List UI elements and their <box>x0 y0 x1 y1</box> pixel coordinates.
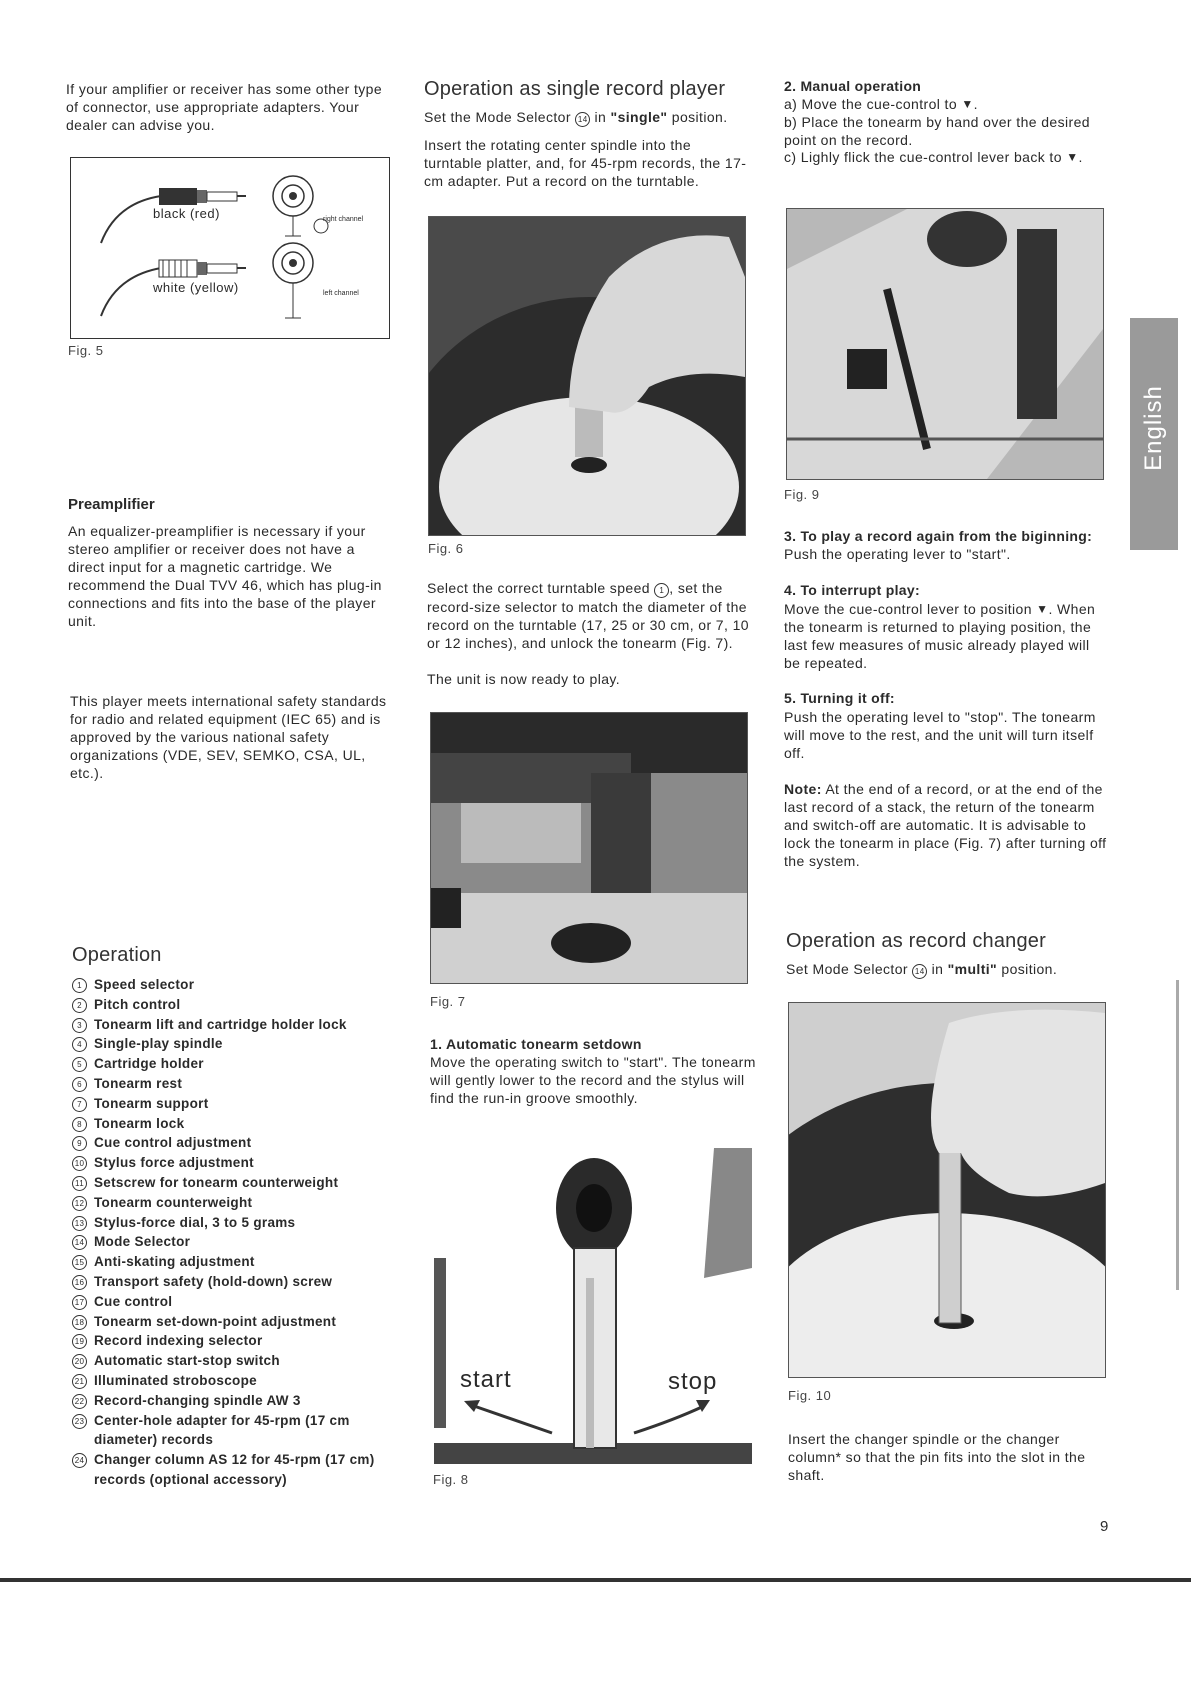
part-number: 23 <box>72 1414 87 1429</box>
operation-list-item <box>72 995 392 1015</box>
screwdriver-adjustment-photo <box>787 209 1103 479</box>
part-number: 8 <box>72 1117 87 1132</box>
part-number: 3 <box>72 1018 87 1033</box>
part-number: 24 <box>72 1453 87 1468</box>
multi-mode-paragraph: Set Mode Selector 14 in "multi" position. <box>786 961 1058 977</box>
part-label: Center-hole adapter for 45-rpm (17 cm diameter) records <box>94 1412 350 1448</box>
mode-selector-number: 14 <box>575 112 590 127</box>
part-label: Tonearm lock <box>94 1115 185 1131</box>
safety-paragraph: This player meets international safety standards for radio and related equipment (IEC 65) and is approved by the various national safety organizations (VDE, SEV, SEMKO, CSA, UL, etc.). <box>70 693 387 781</box>
part-label: Stylus force adjustment <box>94 1155 254 1171</box>
tonearm-lock-photo <box>431 713 747 983</box>
operation-list-item <box>72 1450 392 1490</box>
operation-list-item <box>72 1411 392 1451</box>
start-stop-switch-drawing <box>434 1148 752 1464</box>
interrupt-paragraph: Move the cue-control lever to position ▼. When the tonearm is returned to playing position, the last few measures of music already played will be repeated. <box>784 601 1096 671</box>
part-number: 13 <box>72 1216 87 1231</box>
part-label: Setscrew for tonearm counterweight <box>94 1174 339 1190</box>
manual-step-b: b) Place the tonearm by hand over the desired point on the record. <box>784 114 1090 148</box>
operation-list-item <box>72 1292 392 1312</box>
adapters-paragraph: If your amplifier or receiver has some other type of connector, use appropriate adapters. Your dealer can advise you. <box>66 81 383 133</box>
part-number: 1 <box>72 978 87 993</box>
automatic-setdown-paragraph: Move the operating switch to "start". The tonearm will gently lower to the record and the stylus will find the run-in groove smoothly. <box>430 1054 756 1106</box>
operation-list-item <box>72 1312 392 1332</box>
multi-mode-value: "multi" <box>947 961 998 977</box>
operation-list-item <box>72 1015 392 1035</box>
manual-operation-heading: 2. Manual operation <box>784 78 922 94</box>
changer-spindle-photo <box>789 1003 1105 1377</box>
part-label: Single-play spindle <box>94 1036 223 1052</box>
turn-off-heading: 5. Turning it off: <box>784 690 895 706</box>
operation-list-item <box>72 1153 392 1173</box>
part-label: Automatic start-stop switch <box>94 1353 280 1369</box>
left-channel-label: left channel <box>323 290 359 297</box>
page-edge-mark <box>1176 980 1179 1290</box>
part-label: Cue control adjustment <box>94 1135 252 1151</box>
part-number: 4 <box>72 1037 87 1052</box>
part-number: 21 <box>72 1374 87 1389</box>
operation-list-item <box>72 1193 392 1213</box>
single-player-heading: Operation as single record player <box>424 78 726 100</box>
part-number: 5 <box>72 1057 87 1072</box>
part-number: 22 <box>72 1394 87 1409</box>
fig5-connector-diagram <box>70 157 390 339</box>
part-number: 20 <box>72 1354 87 1369</box>
part-label: Tonearm rest <box>94 1075 183 1091</box>
operation-list-item <box>72 1232 392 1252</box>
operation-list-item <box>72 1391 392 1411</box>
part-label: Pitch control <box>94 996 181 1012</box>
turn-off-paragraph: Push the operating level to "stop". The tonearm will move to the rest, and the unit will turn itself off. <box>784 709 1096 761</box>
mode-selector-number: 14 <box>912 964 927 979</box>
fig6-photo <box>428 216 746 536</box>
operation-list-item <box>72 975 392 995</box>
play-again-paragraph: Push the operating lever to "start". <box>784 546 1011 562</box>
operation-list-item <box>72 1252 392 1272</box>
part-label: Speed selector <box>94 977 195 992</box>
part-label: Tonearm lift and cartridge holder lock <box>94 1016 347 1032</box>
stop-label: stop <box>668 1368 718 1395</box>
fig8-caption: Fig. 8 <box>433 1472 469 1487</box>
fig5-caption: Fig. 5 <box>68 343 104 358</box>
part-label: Cartridge holder <box>94 1056 204 1072</box>
part-number: 2 <box>72 998 87 1013</box>
white-plug-label: white (yellow) <box>153 280 239 295</box>
language-side-tab <box>1130 318 1178 550</box>
part-number: 16 <box>72 1275 87 1290</box>
start-label: start <box>460 1366 512 1393</box>
fig9-caption: Fig. 9 <box>784 487 820 502</box>
part-label: Tonearm counterweight <box>94 1194 253 1210</box>
fig7-caption: Fig. 7 <box>430 994 466 1009</box>
part-label: Illuminated stroboscope <box>94 1372 257 1388</box>
page-number: 9 <box>1100 1518 1109 1535</box>
part-label: Stylus-force dial, 3 to 5 grams <box>94 1214 296 1230</box>
side-tab-label: English <box>1140 385 1167 471</box>
part-label: Record-changing spindle AW 3 <box>94 1392 301 1408</box>
preamplifier-paragraph: An equalizer-preamplifier is necessary if your stereo amplifier or receiver does not have a direct input for a magnetic cartridge. We recommend the Dual TVV 46, which has plug-in connections and fits into the base of the player unit. <box>68 523 382 629</box>
manual-step-a: a) Move the cue-control to ▼. <box>784 96 978 112</box>
part-number: 14 <box>72 1235 87 1250</box>
operation-list-item <box>72 1094 392 1114</box>
preamplifier-heading: Preamplifier <box>68 496 155 513</box>
operation-list-item <box>72 1074 392 1094</box>
operation-list-item <box>72 1371 392 1391</box>
rca-plugs-illustration <box>71 158 389 338</box>
operation-parts-list <box>72 975 392 1490</box>
part-label: Transport safety (hold-down) screw <box>94 1273 333 1289</box>
cue-down-icon: ▼ <box>1066 150 1079 164</box>
bottom-rule <box>0 1578 1191 1582</box>
part-number: 7 <box>72 1097 87 1112</box>
part-number: 18 <box>72 1315 87 1330</box>
play-again-heading: 3. To play a record again from the biginning: <box>784 528 1093 544</box>
operation-list-item <box>72 1173 392 1193</box>
automatic-setdown-heading: 1. Automatic tonearm setdown <box>430 1036 642 1052</box>
part-number: 11 <box>72 1176 87 1191</box>
fig10-photo <box>788 1002 1106 1378</box>
single-mode-value: "single" <box>610 109 668 125</box>
fig9-photo <box>786 208 1104 480</box>
part-number: 9 <box>72 1136 87 1151</box>
fig6-caption: Fig. 6 <box>428 541 464 556</box>
part-number: 12 <box>72 1196 87 1211</box>
part-label: Cue control <box>94 1293 173 1309</box>
operation-list-item <box>72 1054 392 1074</box>
cue-down-icon: ▼ <box>1036 602 1049 616</box>
interrupt-heading: 4. To interrupt play: <box>784 582 920 598</box>
fig8-switch-illustration <box>434 1148 752 1464</box>
part-number: 19 <box>72 1334 87 1349</box>
part-number: 10 <box>72 1156 87 1171</box>
part-label: Anti-skating adjustment <box>94 1254 255 1270</box>
right-channel-label: right channel <box>323 216 364 223</box>
insert-changer-paragraph: Insert the changer spindle or the changer column* so that the pin fits into the slot in the shaft. <box>788 1431 1086 1483</box>
part-label: Record indexing selector <box>94 1333 263 1349</box>
ready-to-play-text: The unit is now ready to play. <box>427 671 621 687</box>
single-mode-paragraph: Set the Mode Selector 14 in "single" position. <box>424 109 728 125</box>
fig7-photo <box>430 712 748 984</box>
part-number: 17 <box>72 1295 87 1310</box>
part-number: 15 <box>72 1255 87 1270</box>
black-plug-label: black (red) <box>153 206 220 221</box>
operation-list-item <box>72 1034 392 1054</box>
spindle-insertion-photo <box>429 217 745 535</box>
operation-list-item <box>72 1272 392 1292</box>
operation-heading: Operation <box>72 944 162 966</box>
part-label: Tonearm set-down-point adjustment <box>94 1313 337 1329</box>
operation-list-item <box>72 1133 392 1153</box>
part-label: Tonearm support <box>94 1095 209 1111</box>
operation-list-item <box>72 1213 392 1233</box>
note-paragraph: Note: At the end of a record, or at the end of the last record of a stack, the return of the tonearm and switch-off are automatic. It is advisable to lock the tonearm in place (Fig. 7) after turning off the system. <box>784 781 1107 869</box>
operation-list-item <box>72 1114 392 1134</box>
operation-list-item <box>72 1351 392 1371</box>
cue-down-icon: ▼ <box>961 97 974 111</box>
operation-list-item <box>72 1331 392 1351</box>
part-label: Mode Selector <box>94 1234 191 1250</box>
part-number: 6 <box>72 1077 87 1092</box>
insert-spindle-paragraph: Insert the rotating center spindle into the turntable platter, and, for 45-rpm records, the 17-cm adapter. Put a record on the turntable. <box>424 137 747 189</box>
speed-selection-paragraph: Select the correct turntable speed 1 , set the record-size selector to match the diameter of the record on the turntable (17, 25 or 30 cm, or 7, 10 or 12 inches), and unlock the tonearm (Fig. 7). <box>427 580 749 651</box>
fig10-caption: Fig. 10 <box>788 1388 832 1403</box>
record-changer-heading: Operation as record changer <box>786 930 1046 952</box>
note-label: Note: <box>784 781 822 797</box>
part-label: Changer column AS 12 for 45-rpm (17 cm) records (optional accessory) <box>94 1452 375 1487</box>
manual-step-c: c) Lighly flick the cue-control lever back to ▼. <box>784 149 1083 165</box>
speed-selector-number: 1 <box>654 583 669 598</box>
